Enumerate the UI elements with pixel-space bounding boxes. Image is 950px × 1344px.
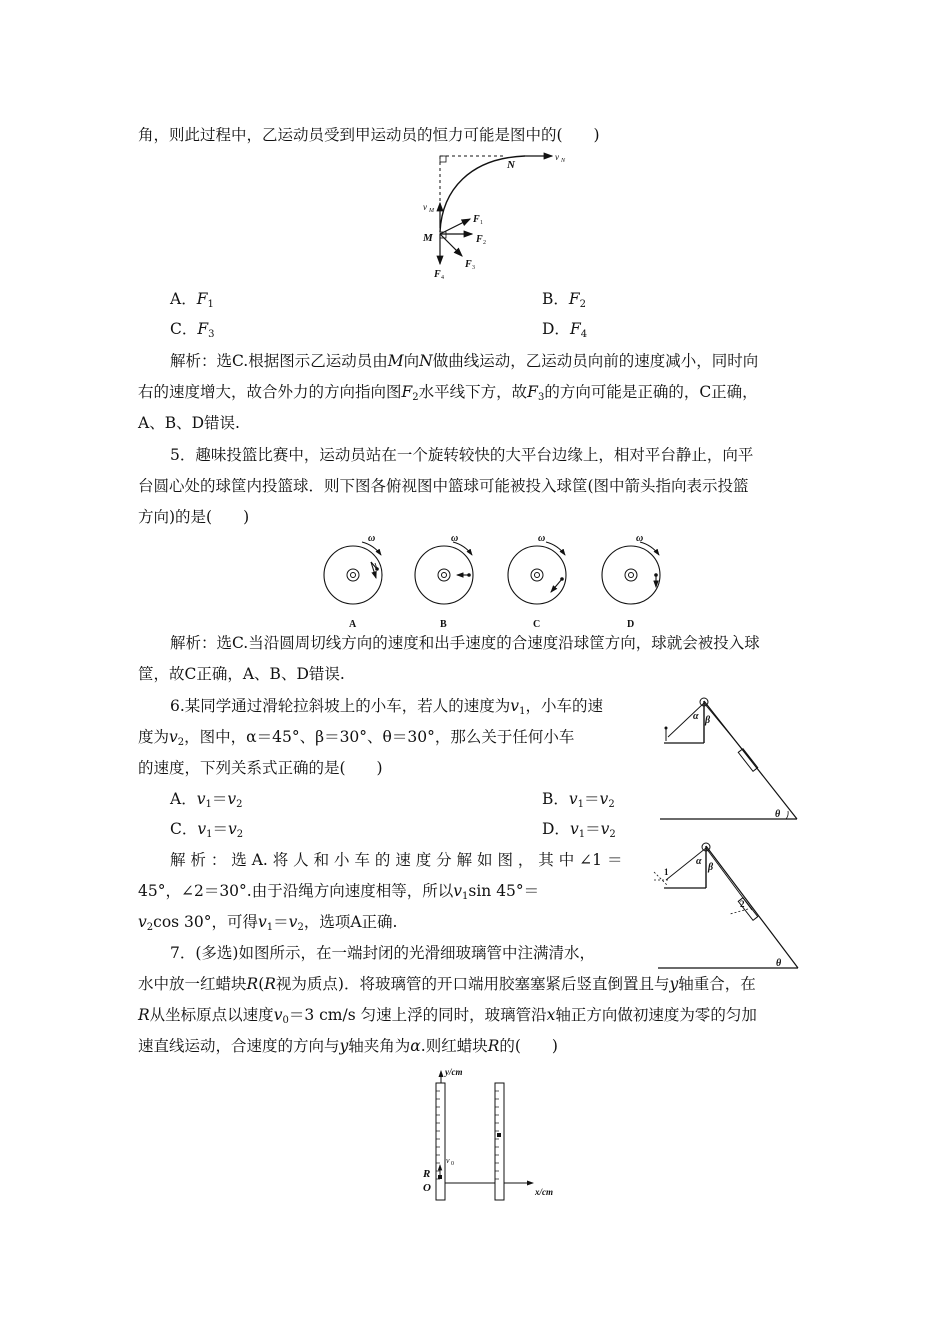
- q6-solution-line2: 45°，∠2＝30°.由于沿绳方向速度相等，所以$v_1\sin$ 45°＝: [138, 882, 540, 902]
- q6-stem-line1: 6.某同学通过滑轮拉斜坡上的小车，若人的速度为$v_1$，小车的速: [170, 697, 603, 717]
- q6-stem-line2: 度为$v_2$，图中，α＝45°、β＝30°、θ＝30°，那么关于任何小车: [138, 728, 575, 748]
- q5-figure-b: [415, 533, 473, 630]
- q7-stem-line3: R从坐标原点以速度$v_0=3$ cm/s 匀速上浮的同时，玻璃管沿x轴正方向做初速度为零的匀加: [138, 1006, 757, 1026]
- q5-stem-line3: 方向)的是( ): [138, 508, 250, 526]
- svg-text:ω: ω: [538, 533, 546, 544]
- q4-solution-line2: 右的速度增大，故合外力的方向指向图$F_2$水平线下方，故$F_3$的方向可能是正确的，C正确，: [138, 383, 758, 403]
- svg-text:3: 3: [472, 265, 475, 271]
- svg-text:β: β: [705, 715, 711, 726]
- q7-figure: [415, 1065, 585, 1205]
- svg-text:B: B: [440, 619, 447, 630]
- F4-label: F: [434, 269, 441, 280]
- q5-stem-line1: 5．趣味投篮比赛中，运动员站在一个旋转较快的大平台边缘上，相对平台静止，向平: [170, 446, 754, 464]
- q6-stem-line3: 的速度，下列关系式正确的是( ): [138, 759, 383, 777]
- q5-figure-c: [508, 533, 566, 630]
- svg-text:D: D: [627, 619, 635, 630]
- svg-text:θ: θ: [775, 809, 781, 820]
- N-label: N: [507, 159, 515, 171]
- svg-text:β: β: [708, 862, 714, 873]
- q6-option-d: D．$v_1=v_2$: [542, 820, 616, 840]
- q5-solution-line1: 解析：选C.当沿圆周切线方向的速度和出手速度的合速度沿球筐方向，球就会被投入球: [170, 634, 760, 652]
- q6-option-b: B．$v_1=v_2$: [542, 790, 615, 810]
- svg-text:α: α: [693, 711, 699, 722]
- q4-option-b: B．$F_2$: [542, 290, 587, 310]
- q5-figure-a: [324, 533, 382, 630]
- svg-text:A: A: [349, 619, 357, 630]
- q4-intro: 角，则此过程中，乙运动员受到甲运动员的恒力可能是图中的( ): [138, 126, 600, 144]
- svg-text:M: M: [429, 208, 434, 214]
- q6-figure-decomposition: [648, 840, 808, 970]
- q6-solution-line3: $v_2\cos$ 30°，可得$v_1=v_2$，选项A正确.: [138, 913, 398, 933]
- F1-label: F: [473, 214, 480, 225]
- q6-option-c: C．$v_1=v_2$: [170, 820, 244, 840]
- svg-text:0: 0: [451, 1161, 454, 1167]
- vM-label: v: [423, 202, 427, 212]
- svg-text:ω: ω: [451, 533, 459, 544]
- svg-text:θ: θ: [776, 958, 782, 969]
- q7-stem-line1: 7．(多选)如图所示，在一端封闭的光滑细玻璃管中注满清水，: [170, 944, 595, 962]
- O-label: O: [423, 1182, 431, 1194]
- q6-option-a: A．$v_1=v_2$: [170, 790, 243, 810]
- q4-option-a: A．$F_1$: [170, 290, 214, 310]
- q7-stem-line2: 水中放一红蜡块R(R视为质点)．将玻璃管的开口端用胶塞塞紧后竖直倒置且与y轴重合，在: [138, 975, 756, 993]
- svg-text:C: C: [533, 619, 541, 630]
- q4-option-c: C．$F_3$: [170, 320, 215, 340]
- q4-option-d: D．$F_4$: [542, 320, 588, 340]
- svg-text:ω: ω: [636, 533, 644, 544]
- svg-text:ω: ω: [368, 533, 376, 544]
- q6-figure-pulley: [660, 695, 810, 825]
- q5-figures: [318, 535, 698, 635]
- q5-stem-line2: 台圆心处的球筐内投篮球．则下图各俯视图中篮球可能被投入球筐(图中箭头指向表示投篮: [138, 477, 749, 495]
- q5-solution-line2: 筐，故C正确，A、B、D错误.: [138, 665, 345, 683]
- x-axis-label: x/cm: [535, 1187, 553, 1197]
- F2-label: F: [476, 234, 483, 245]
- svg-text:2: 2: [483, 240, 486, 246]
- vN-label: v: [555, 152, 559, 162]
- q4-figure: [410, 150, 610, 290]
- svg-text:1: 1: [480, 220, 483, 226]
- q7-stem-line4: 速直线运动，合速度的方向与y轴夹角为α.则红蜡块R的( ): [138, 1037, 558, 1055]
- F3-label: F: [465, 259, 472, 270]
- y-axis-label: y/cm: [445, 1067, 463, 1077]
- svg-text:1: 1: [664, 867, 669, 877]
- svg-text:2: 2: [740, 899, 745, 909]
- R-label: R: [423, 1168, 431, 1180]
- M-label: M: [423, 232, 433, 244]
- svg-text:v: v: [446, 1156, 450, 1165]
- svg-text:N: N: [561, 158, 566, 164]
- svg-text:α: α: [696, 856, 702, 867]
- q6-solution-line1: 解 析 ： 选 A. 将 人 和 小 车 的 速 度 分 解 如 图 ， 其 中 ∠1 ＝: [170, 851, 623, 869]
- q5-figure-d: [602, 533, 660, 630]
- svg-text:4: 4: [441, 275, 444, 281]
- q4-solution-line3: A、B、D错误.: [138, 414, 240, 432]
- q4-solution-line1: 解析：选C.根据图示乙运动员由M向N做曲线运动，乙运动员向前的速度减小，同时向: [170, 352, 759, 370]
